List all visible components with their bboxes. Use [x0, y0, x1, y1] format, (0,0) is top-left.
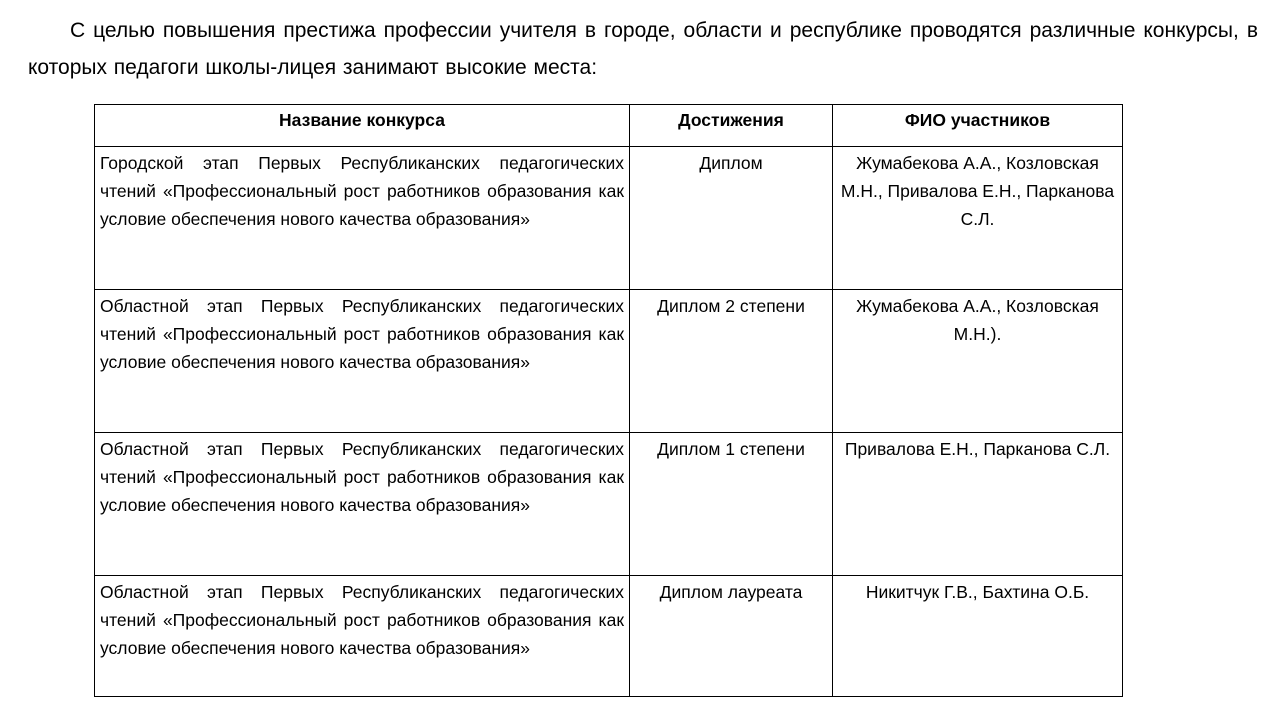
header-achievements: Достижения [630, 105, 833, 147]
participants-cell: Привалова Е.Н., Парканова С.Л. [833, 433, 1123, 576]
header-contest-name: Название конкурса [95, 105, 630, 147]
achievement-cell: Диплом [630, 147, 833, 290]
contest-name-cell: Областной этап Первых Республиканских педагогических чтений «Профессиональный рост работников образования как условие обеспечения нового качества образования» [95, 576, 630, 697]
intro-paragraph: С целью повышения престижа профессии учителя в городе, области и республике проводятся различные конкурсы, в которых педагоги школы-лицея занимают высокие места: [28, 19, 1258, 79]
table-row [95, 576, 1123, 697]
achievement-cell: Диплом 1 степени [630, 433, 833, 576]
table-row [95, 433, 1123, 576]
table-row [95, 147, 1123, 290]
participants-cell: Жумабекова А.А., Козловская М.Н.). [833, 290, 1123, 433]
table-row [95, 290, 1123, 433]
contest-name-cell: Областной этап Первых Республиканских педагогических чтений «Профессиональный рост работников образования как условие обеспечения нового качества образования» [95, 290, 630, 433]
contest-name-cell: Областной этап Первых Республиканских педагогических чтений «Профессиональный рост работников образования как условие обеспечения нового качества образования» [95, 433, 630, 576]
achievement-cell: Диплом лауреата [630, 576, 833, 697]
table-header-row [95, 105, 1123, 147]
contest-name-cell: Городской этап Первых Республиканских педагогических чтений «Профессиональный рост работников образования как условие обеспечения нового качества образования» [95, 147, 630, 290]
header-participants: ФИО участников [833, 105, 1123, 147]
participants-cell: Жумабекова А.А., Козловская М.Н., Привалова Е.Н., Парканова С.Л. [833, 147, 1123, 290]
contests-table [94, 104, 1123, 697]
achievement-cell: Диплом 2 степени [630, 290, 833, 433]
participants-cell: Никитчук Г.В., Бахтина О.Б. [833, 576, 1123, 697]
